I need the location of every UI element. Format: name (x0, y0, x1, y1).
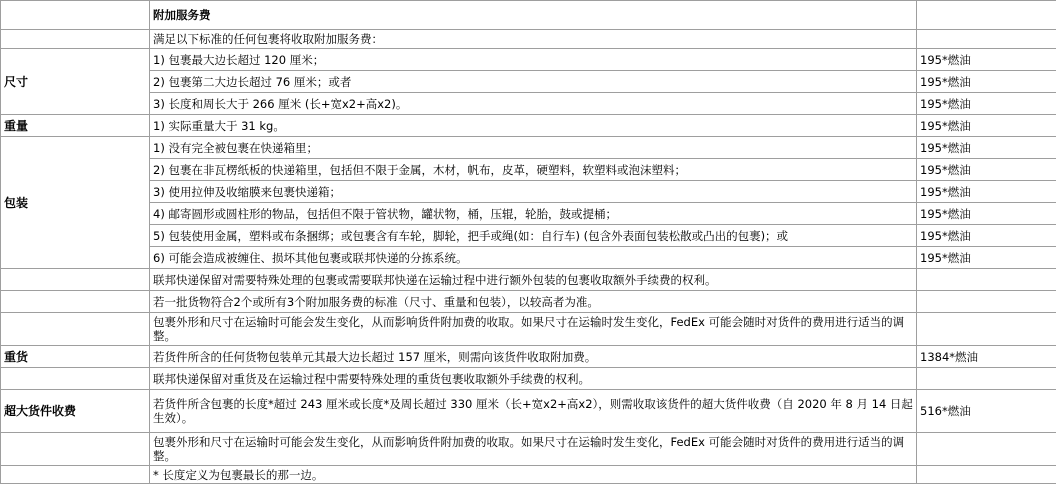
fee-value: 195*燃油 (917, 71, 1056, 93)
table-row (1, 466, 1056, 484)
cell (1, 291, 150, 313)
section-title: 附加服务费 (150, 1, 917, 30)
table-row (1, 203, 1056, 225)
criteria-text: 1) 实际重量大于 31 kg。 (150, 115, 917, 137)
footnote-text: * 长度定义为包裹最长的那一边。 (150, 466, 917, 484)
criteria-text: 若货件所含包裹的长度*超过 243 厘米或长度*及周长超过 330 厘米（长+宽x2+高x2），则需收取该货件的超大货件收费（自 2020 年 8 月 14 日起生效）。 (150, 390, 917, 433)
fee-value: 195*燃油 (917, 203, 1056, 225)
table-row (1, 93, 1056, 115)
category-heavy: 重货 (1, 346, 150, 368)
cell (917, 433, 1056, 466)
criteria-text: 5) 包装使用金属，塑料或布条捆绑；或包裹含有车轮，脚轮，把手或绳(如：自行车) (包含外表面包装松散或凸出的包裹)；或 (150, 225, 917, 247)
table-row (1, 49, 1056, 71)
category-dimensions: 尺寸 (1, 49, 150, 115)
criteria-text: 1) 包裹最大边长超过 120 厘米； (150, 49, 917, 71)
table-row (1, 1, 1056, 30)
cell (917, 466, 1056, 484)
table-row (1, 181, 1056, 203)
fee-value: 195*燃油 (917, 137, 1056, 159)
fee-value: 516*燃油 (917, 390, 1056, 433)
table-row (1, 247, 1056, 269)
category-packaging: 包装 (1, 137, 150, 269)
table-row (1, 433, 1056, 466)
table-row (1, 115, 1056, 137)
cell (1, 269, 150, 291)
cell (917, 313, 1056, 346)
intro-text: 满足以下标准的任何包裹将收取附加服务费： (150, 30, 917, 49)
cell (1, 1, 150, 30)
table-row (1, 291, 1056, 313)
cell (1, 30, 150, 49)
note-text: 联邦快递保留对重货及在运输过程中需要特殊处理的重货包裹收取额外手续费的权利。 (150, 368, 917, 390)
category-oversize: 超大货件收费 (1, 390, 150, 433)
criteria-text: 1) 没有完全被包裹在快递箱里； (150, 137, 917, 159)
criteria-text: 2) 包裹第二大边长超过 76 厘米；或者 (150, 71, 917, 93)
criteria-text: 3) 使用拉伸及收缩膜来包裹快递箱； (150, 181, 917, 203)
table-row (1, 269, 1056, 291)
table-row (1, 368, 1056, 390)
cell (917, 1, 1056, 30)
fee-value: 195*燃油 (917, 181, 1056, 203)
fee-value: 195*燃油 (917, 247, 1056, 269)
note-text: 包裹外形和尺寸在运输时可能会发生变化，从而影响货件附加费的收取。如果尺寸在运输时发生变化，FedEx 可能会随时对货件的费用进行适当的调整。 (150, 433, 917, 466)
fee-value: 195*燃油 (917, 159, 1056, 181)
fee-value: 195*燃油 (917, 49, 1056, 71)
criteria-text: 2) 包裹在非瓦楞纸板的快递箱里，包括但不限于金属，木材，帆布，皮革，硬塑料，软塑料或泡沫塑料； (150, 159, 917, 181)
cell (1, 368, 150, 390)
criteria-text: 6) 可能会造成被缠住、损坏其他包裹或联邦快递的分拣系统。 (150, 247, 917, 269)
cell (1, 466, 150, 484)
table-row (1, 71, 1056, 93)
fee-value: 1384*燃油 (917, 346, 1056, 368)
note-text: 若一批货物符合2个或所有3个附加服务费的标准（尺寸、重量和包装），以较高者为准。 (150, 291, 917, 313)
criteria-text: 4) 邮寄圆形或圆柱形的物品，包括但不限于管状物，罐状物，桶，压辊，轮胎，鼓或提桶； (150, 203, 917, 225)
cell (917, 368, 1056, 390)
cell (1, 313, 150, 346)
table-row (1, 346, 1056, 368)
table-row (1, 313, 1056, 346)
cell (917, 291, 1056, 313)
table-row (1, 30, 1056, 49)
table-row (1, 390, 1056, 433)
cell (1, 433, 150, 466)
criteria-text: 若货件所含的任何货物包装单元其最大边长超过 157 厘米，则需向该货件收取附加费。 (150, 346, 917, 368)
fee-value: 195*燃油 (917, 115, 1056, 137)
table-row (1, 225, 1056, 247)
category-weight: 重量 (1, 115, 150, 137)
cell (917, 30, 1056, 49)
table-row (1, 159, 1056, 181)
fee-value: 195*燃油 (917, 225, 1056, 247)
table-row (1, 137, 1056, 159)
note-text: 包裹外形和尺寸在运输时可能会发生变化，从而影响货件附加费的收取。如果尺寸在运输时发生变化，FedEx 可能会随时对货件的费用进行适当的调整。 (150, 313, 917, 346)
criteria-text: 3) 长度和周长大于 266 厘米 (长+宽x2+高x2)。 (150, 93, 917, 115)
note-text: 联邦快递保留对需要特殊处理的包裹或需要联邦快递在运输过程中进行额外包装的包裹收取额外手续费的权利。 (150, 269, 917, 291)
cell (917, 269, 1056, 291)
fee-value: 195*燃油 (917, 93, 1056, 115)
